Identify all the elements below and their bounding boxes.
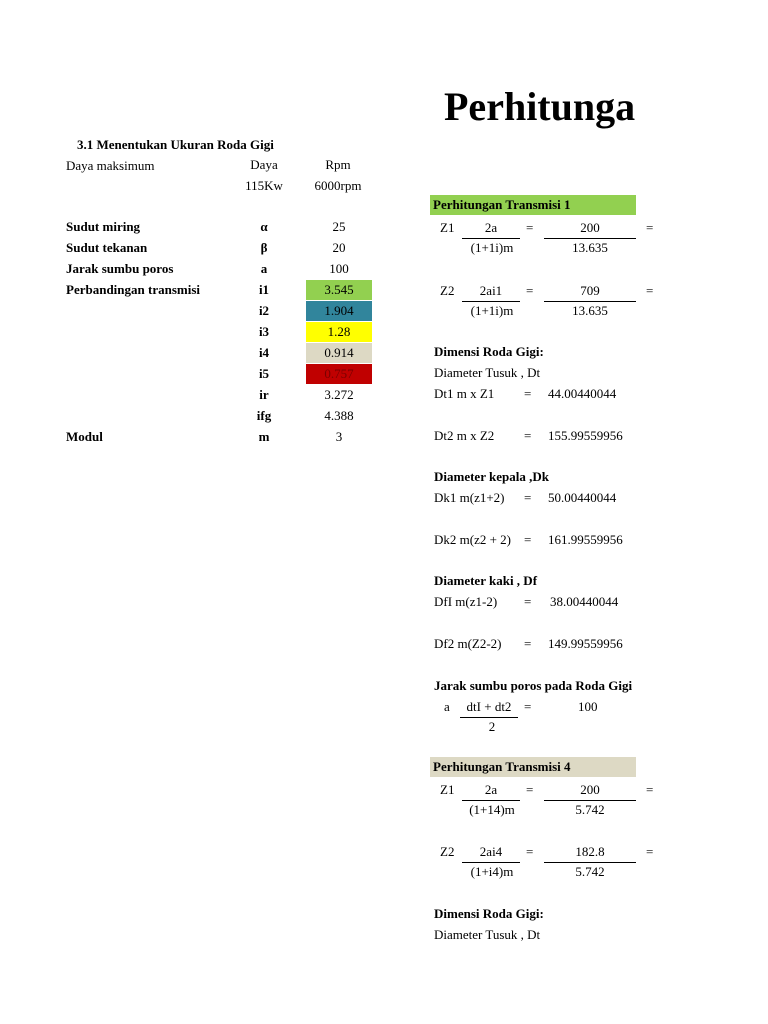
i4-value-cell: 0.914 — [306, 343, 372, 363]
t4-z1-equals: = — [526, 782, 534, 797]
jarak-sumbu-value: 100 — [329, 261, 349, 276]
sudut-miring-label: Sudut miring — [66, 219, 141, 234]
rpm-header: Rpm — [325, 157, 351, 172]
t4-z2-denominator-value: 5.742 — [575, 864, 605, 879]
t1-dk1-equals: = — [524, 490, 532, 505]
section-heading: 3.1 Menentukan Ukuran Roda Gigi — [77, 137, 274, 152]
t1-z1-equals-end: = — [646, 220, 654, 235]
t1-dk2-label: Dk2 m(z2 + 2) — [434, 532, 512, 547]
ifg-symbol: ifg — [256, 408, 272, 423]
t1-jarak-denominator: 2 — [488, 719, 496, 734]
daya-header: Daya — [250, 157, 278, 172]
transmisi-1-header: Perhitungan Transmisi 1 — [430, 195, 636, 215]
ir-symbol: ir — [259, 387, 269, 402]
t1-z2-equals-end: = — [646, 283, 654, 298]
t4-z1-label: Z1 — [440, 782, 455, 797]
t4-z1-equals-end: = — [646, 782, 654, 797]
t1-jarak-value: 100 — [578, 699, 598, 714]
t1-diameter-kepala: Diameter kepala ,Dk — [434, 469, 549, 484]
t4-z1-denominator: (1+14)m — [469, 802, 515, 817]
i5-value-cell: 0.757 — [306, 364, 372, 384]
i3-value-cell: 1.28 — [306, 322, 372, 342]
ifg-value: 4.388 — [324, 408, 354, 423]
t1-dk1-value: 50.00440044 — [548, 490, 617, 505]
t1-df2-value: 149.99559956 — [548, 636, 623, 651]
t1-dimensi-heading: Dimensi Roda Gigi: — [434, 344, 544, 359]
a-symbol: a — [260, 261, 268, 276]
t4-diameter-tusuk: Diameter Tusuk , Dt — [434, 927, 541, 942]
t1-dk2-equals: = — [524, 532, 532, 547]
t1-dt1-label: Dt1 m x Z1 — [434, 386, 495, 401]
t1-z2-numerator: 2ai1 — [462, 281, 520, 302]
t1-dt2-equals: = — [524, 428, 532, 443]
sudut-miring-value: 25 — [332, 219, 346, 234]
i3-symbol: i3 — [258, 324, 270, 339]
page-title: Perhitunga — [444, 84, 636, 129]
transmisi-4-header: Perhitungan Transmisi 4 — [430, 757, 636, 777]
t4-z2-numerator: 2ai4 — [462, 842, 520, 863]
t1-df1-equals: = — [524, 594, 532, 609]
i2-symbol: i2 — [258, 303, 270, 318]
i4-symbol: i4 — [258, 345, 270, 360]
t4-z2-equals-end: = — [646, 844, 654, 859]
t1-dk1-label: Dk1 m(z1+2) — [434, 490, 505, 505]
modul-label: Modul — [66, 429, 103, 444]
t1-dk2-value: 161.99559956 — [548, 532, 623, 547]
t1-z1-numerator: 2a — [462, 218, 520, 239]
t4-z2-value: 182.8 — [544, 842, 636, 863]
t1-z2-value: 709 — [544, 281, 636, 302]
t1-jarak-equals: = — [524, 699, 532, 714]
t4-z2-equals: = — [526, 844, 534, 859]
sudut-tekanan-value: 20 — [332, 240, 346, 255]
i1-value-cell: 3.545 — [306, 280, 372, 300]
i2-value-cell: 1.904 — [306, 301, 372, 321]
t4-z2-label: Z2 — [440, 844, 455, 859]
beta-symbol: β — [260, 240, 268, 255]
alpha-symbol: α — [260, 219, 268, 234]
t1-dt1-equals: = — [524, 386, 532, 401]
modul-value: 3 — [335, 429, 343, 444]
t1-z1-equals: = — [526, 220, 534, 235]
perbandingan-label: Perbandingan transmisi — [66, 282, 200, 297]
i5-symbol: i5 — [258, 366, 270, 381]
t1-dt2-label: Dt2 m x Z2 — [434, 428, 495, 443]
t1-df2-equals: = — [524, 636, 532, 651]
t1-z2-equals: = — [526, 283, 534, 298]
t1-jarak-heading: Jarak sumbu poros pada Roda Gigi — [434, 678, 633, 693]
t1-z2-label: Z2 — [440, 283, 455, 298]
m-symbol: m — [258, 429, 270, 444]
daya-maksimum-label: Daya maksimum — [66, 158, 155, 173]
i1-symbol: i1 — [258, 282, 270, 297]
t1-diameter-tusuk: Diameter Tusuk , Dt — [434, 365, 541, 380]
t4-z1-denominator-value: 5.742 — [575, 802, 605, 817]
daya-value: 115Kw — [245, 178, 283, 193]
rpm-value: 6000rpm — [314, 178, 362, 193]
t1-z1-denominator-value: 13.635 — [572, 240, 608, 255]
t1-z2-denominator-value: 13.635 — [572, 303, 608, 318]
sudut-tekanan-label: Sudut tekanan — [66, 240, 148, 255]
t1-jarak-a: a — [444, 699, 450, 714]
t1-diameter-kaki: Diameter kaki , Df — [434, 573, 538, 588]
ir-value: 3.272 — [324, 387, 354, 402]
t1-dt2-value: 155.99559956 — [548, 428, 623, 443]
jarak-sumbu-label: Jarak sumbu poros — [66, 261, 174, 276]
t1-df2-label: Df2 m(Z2-2) — [434, 636, 502, 651]
t4-z1-value: 200 — [544, 780, 636, 801]
t1-df1-value: 38.00440044 — [550, 594, 619, 609]
t4-z2-denominator: (1+i4)m — [470, 864, 514, 879]
t4-z1-numerator: 2a — [462, 780, 520, 801]
t1-df1-label: DfI m(z1-2) — [434, 594, 498, 609]
t1-jarak-numerator: dtI + dt2 — [460, 697, 518, 718]
t1-z1-value: 200 — [544, 218, 636, 239]
t4-dimensi-heading: Dimensi Roda Gigi: — [434, 906, 544, 921]
t1-z2-denominator: (1+1i)m — [470, 303, 514, 318]
t1-z1-label: Z1 — [440, 220, 455, 235]
t1-z1-denominator: (1+1i)m — [470, 240, 514, 255]
t1-dt1-value: 44.00440044 — [548, 386, 617, 401]
